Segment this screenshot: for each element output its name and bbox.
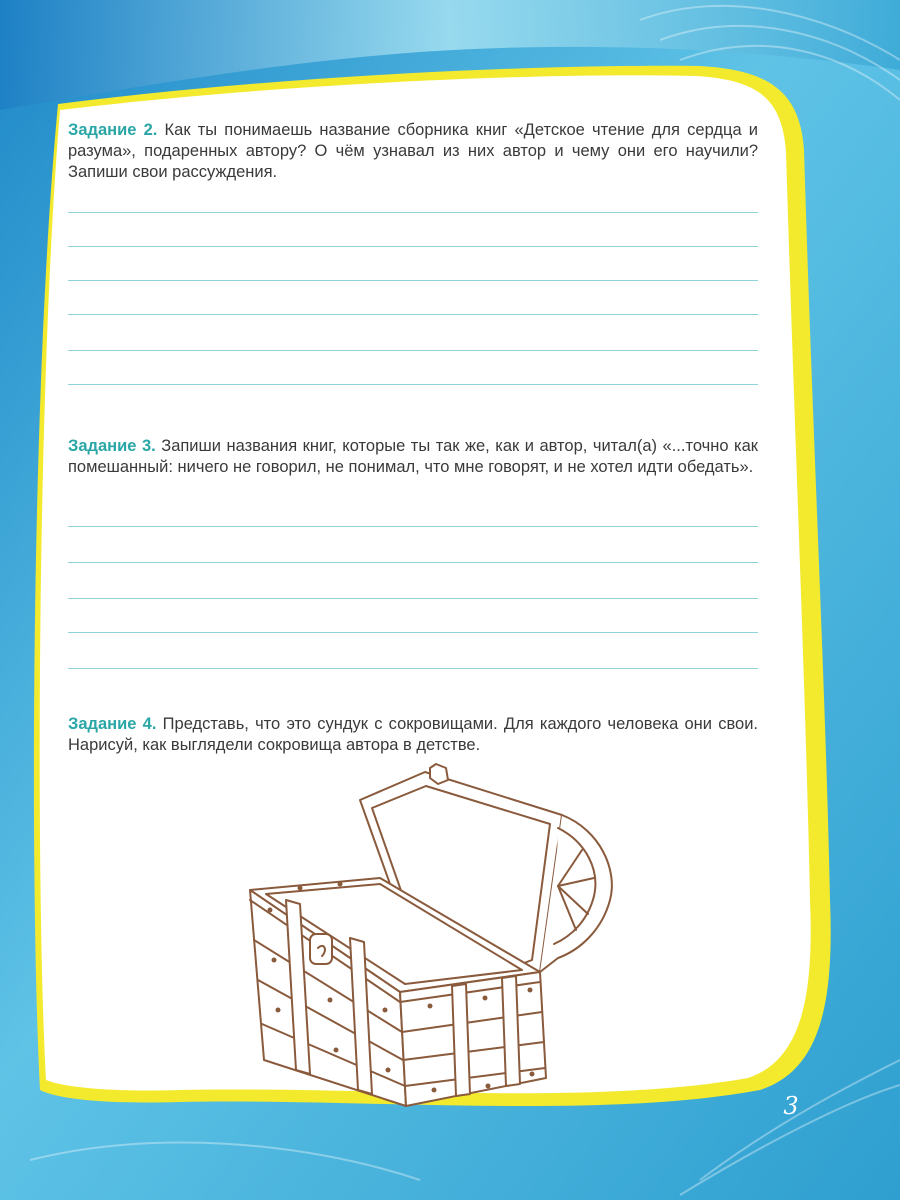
answer-line[interactable]	[68, 668, 758, 669]
answer-line[interactable]	[68, 212, 758, 213]
treasure-chest-icon[interactable]	[240, 760, 630, 1120]
task-4	[68, 714, 758, 756]
task-3-text: Запиши названия книг, которые ты так же, как и автор, читал(а) «...точно как помешанный: ничего не говорил, не понимал, что мне говорят, и не хотел идти обедать».	[68, 437, 759, 476]
page-number: 3	[783, 1092, 799, 1120]
answer-line[interactable]	[68, 350, 758, 351]
answer-line[interactable]	[68, 598, 758, 599]
answer-line[interactable]	[68, 246, 758, 247]
task-4-label: Задание 4.	[68, 715, 157, 733]
answer-line[interactable]	[68, 314, 758, 315]
answer-line[interactable]	[68, 632, 758, 633]
answer-line[interactable]	[68, 384, 758, 385]
task-2-label: Задание 2.	[68, 121, 158, 139]
task-3-label: Задание 3.	[68, 437, 156, 455]
task-3	[68, 436, 758, 478]
task-2-text: Как ты понимаешь название сборника книг «Детское чтение для сердца и разума», подаренных автору? О чём узнавал из них автор и чему они его научили? Запиши свои рассуждения.	[68, 121, 759, 181]
answer-line[interactable]	[68, 280, 758, 281]
task-4-text: Представь, что это сундук с сокровищами. Для каждого человека они свои. Нарисуй, как выглядели сокровища автора в детстве.	[68, 715, 759, 754]
answer-line[interactable]	[68, 562, 758, 563]
task-2	[68, 120, 758, 183]
answer-line[interactable]	[68, 526, 758, 527]
